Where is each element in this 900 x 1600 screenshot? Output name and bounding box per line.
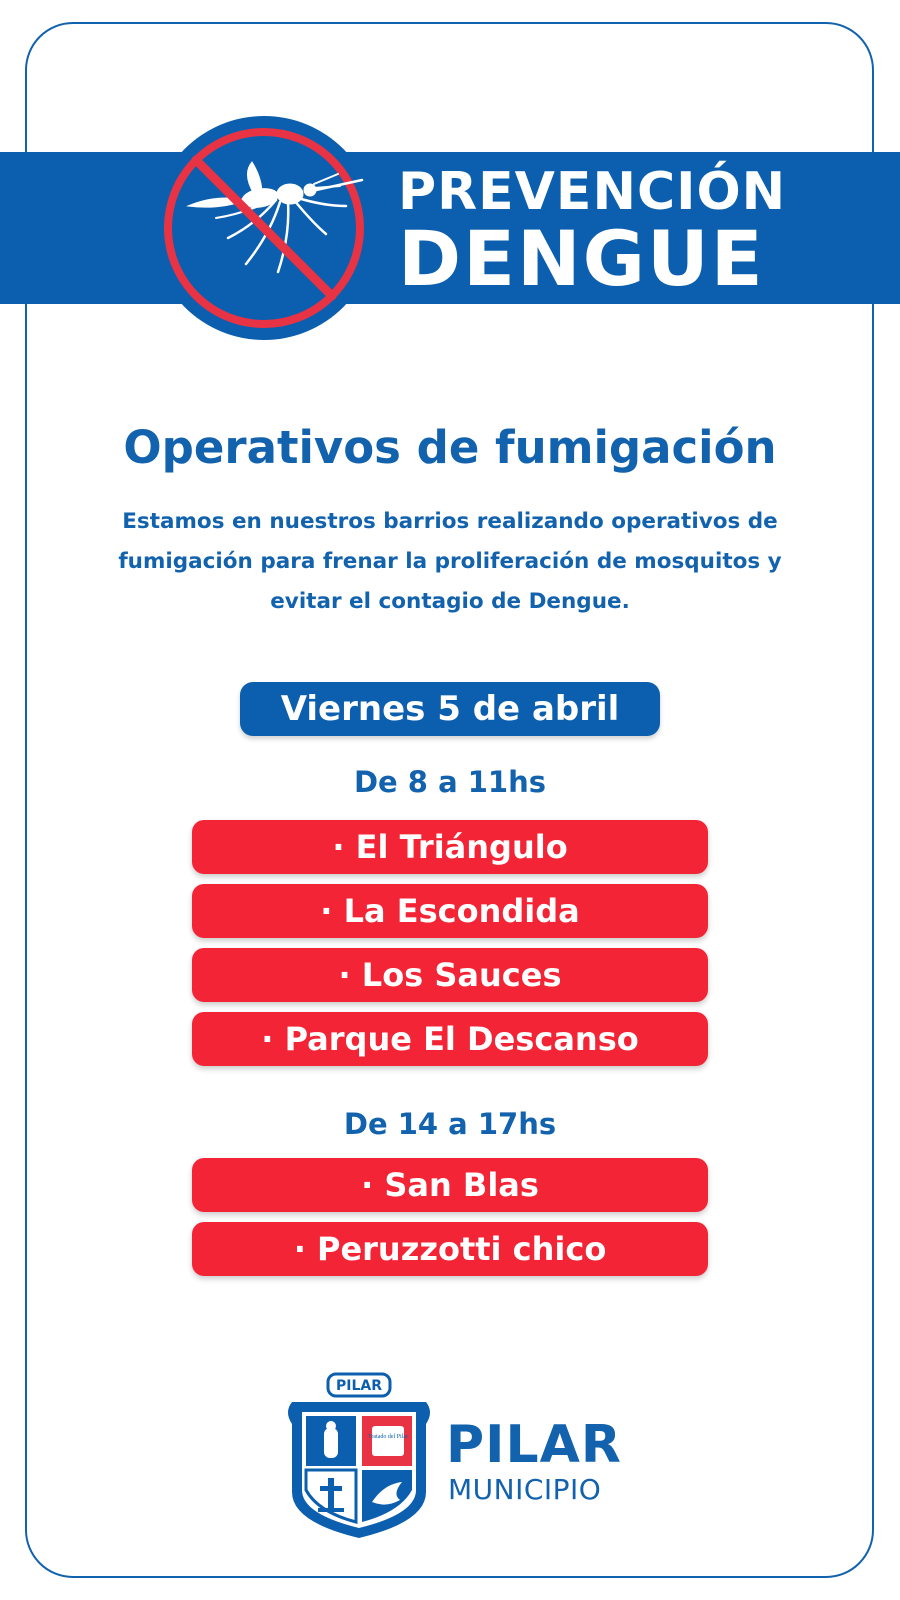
neighborhood-pill: · Peruzzotti chico <box>192 1222 708 1276</box>
municipal-crest-icon <box>284 1372 434 1542</box>
banner-line-dengue: DENGUE <box>398 214 765 303</box>
svg-text:PILAR: PILAR <box>335 1378 383 1394</box>
neighborhood-pill: · El Triángulo <box>192 820 708 874</box>
logo-name: PILAR <box>446 1415 622 1475</box>
logo-subtitle: MUNICIPIO <box>448 1473 602 1506</box>
neighborhood-pill: · San Blas <box>192 1158 708 1212</box>
banner-title <box>398 162 787 303</box>
date-badge: Viernes 5 de abril <box>240 682 660 736</box>
time-range-morning: De 8 a 11hs <box>353 765 547 799</box>
intro-text: Estamos en nuestros barrios realizando operativos de fumigación para frenar la proliferación de mosquitos y evitar el contagio de Dengue. <box>118 509 782 614</box>
banner-line-prevencion: PREVENCIÓN <box>398 162 787 222</box>
svg-text:Tratado del Pilar: Tratado del Pilar <box>367 1434 409 1440</box>
no-mosquito-icon <box>150 114 378 342</box>
neighborhood-pill: · Parque El Descanso <box>192 1012 708 1066</box>
neighborhood-pill: · La Escondida <box>192 884 708 938</box>
neighborhood-pill: · Los Sauces <box>192 948 708 1002</box>
page-heading: Operativos de fumigación <box>123 421 777 474</box>
time-range-afternoon: De 14 a 17hs <box>343 1107 557 1141</box>
